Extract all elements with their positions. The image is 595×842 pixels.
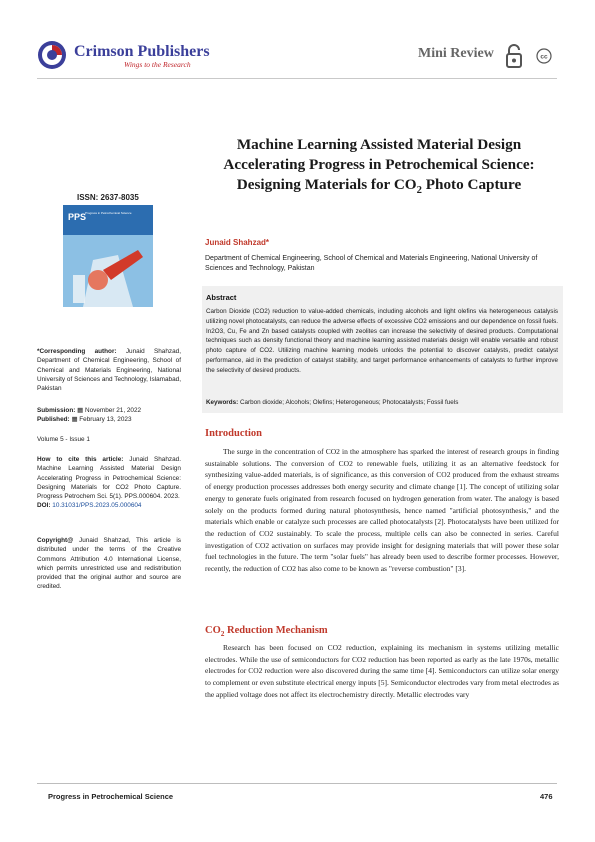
corresponding-label: *Corresponding author: xyxy=(37,348,117,355)
author-name: Junaid Shahzad* xyxy=(205,238,270,247)
abstract-heading: Abstract xyxy=(206,293,237,302)
cite-text: Junaid Shahzad. Machine Learning Assisted Material Design Accelerating Progress in Petrochemical Science: Designing Materials for CO2 Photo Capture. Progress Petrochem Sci. 5(1). PPS.000604. 2023. xyxy=(37,456,181,501)
article-type: Mini Review xyxy=(418,46,494,61)
corresponding-text: Junaid Shahzad, Department of Chemical Engineering, School of Chemical and Materials Engineering, National University of Sciences and Technology, Islamabad, Pakistan xyxy=(37,348,181,393)
doi-label: DOI: xyxy=(37,502,51,510)
footer-journal-name: Progress in Petrochemical Science xyxy=(48,792,174,801)
submission-date: November 21, 2022 xyxy=(84,407,142,414)
issn: ISSN: 2637-8035 xyxy=(77,193,139,202)
cover-subtitle: Progress in Petrochemical Science xyxy=(85,211,132,215)
page-number: 476 xyxy=(540,792,553,801)
published-date: February 13, 2023 xyxy=(79,416,132,424)
cover-label: PPS xyxy=(68,212,87,222)
abstract-text: Carbon Dioxide (CO2) reduction to value-added chemicals, including alcohols and light olefins via heterogeneous catalysis utilizing novel photocatalysts, can reduce the adverse effects of excessive CO2 emissions and our dependence on fossil fuels. In2O3, Cu, Fe and Zn based catalysts coupled with zeolites can increase the selectivity of desired products. Computational techniques such as density functional theory and machine learning assisted materials design will enable versatile and robust photo capture of CO2. Utilizing machine learning models unlocks the potential to discover catalysts, predict catalyst performance, aid in the prediction of catalyst stability, and target performance enhancements of catalysts to further improve the selectivity of desired products. xyxy=(206,308,558,374)
cite-label: How to cite this article: xyxy=(37,456,124,463)
journal-cover[interactable] xyxy=(63,205,153,307)
copyright-label: Copyright@ xyxy=(37,537,74,544)
crimson-publishers-logo-icon xyxy=(37,40,67,70)
keywords xyxy=(206,399,558,406)
submission-info xyxy=(37,406,181,425)
author-affiliation: Department of Chemical Engineering, School of Chemical and Materials Engineering, National University of Sciences and Technology, Pakistan xyxy=(205,255,538,272)
intro-paragraph: The surge in the concentration of CO2 in the atmosphere has sparked the interest of research groups in finding sustainable solutions. The conversion of CO2 to renewable fuels, utilizing it as an alternative feedstock for synthesizing value-added materials, is of significance, as this conversion of CO2 produced from the exhaust streams of energy production processes addresses both energy security and climate change [1]. The concept of utilizing solar energy to generate fuels originated from research focused on hydrogen generation from water. The analogy is based solely on the products formed during natural photosynthesis, hence named "artificial photosynthesis," and the materials which enable or catalyze such processes are called photocatalysts [2]. Photocatalysts have been utilized for the reduction of CO2 sustainably. To scale the process, multiple cells can also be connected in series. Careful investigation of CO2 activation on surfaces may provide insight for designing materials that will power these solar fuel technologies in the future. The term "solar fuels" has already been used to describe former processes. However, recently, the reduction of CO2 has also come to be known as "reverse combustion" [3]. xyxy=(205,447,559,574)
mechanism-paragraph: Research has been focused on CO2 reduction, explaining its mechanism in systems utilizing metallic electrodes. While the use of semiconductors for CO2 reduction has been reported as early as the late 1970s, metallic electrodes for CO2 reduction were also discovered during the same time [4]. Semiconductors can utilize solar energy to complement or even substitute electrical energy inputs [5]. Semiconductor electrodes vary from metal electrodes as the applied voltage does not affect its electrochemistry directly. Metallic electrodes vary xyxy=(205,643,559,699)
submission-label: Submission: xyxy=(37,407,76,414)
corresponding-author xyxy=(37,347,181,393)
intro-heading: Introduction xyxy=(205,428,262,439)
keywords-label: Keywords: xyxy=(206,399,239,406)
copyright xyxy=(37,536,181,592)
calendar-icon: ▦ xyxy=(71,416,78,424)
creative-commons-icon[interactable] xyxy=(536,48,552,64)
footer-divider xyxy=(37,783,557,784)
keywords-text: Carbon dioxide; Alcohols; Olefins; Heterogeneous; Photocatalysts; Fossil fuels xyxy=(239,399,459,406)
article-title: Machine Learning Assisted Material Design Accelerating Progress in Petrochemical Science: Designing Materials for $CO_2$ Photo Capture xyxy=(223,136,535,197)
copyright-text: Junaid Shahzad, This article is distributed under the terms of the Creative Commons Attribution 4.0 International License, which permits unrestricted use and redistribution provided that the original author and source are credited. xyxy=(37,537,182,591)
svg-text:cc: cc xyxy=(540,53,548,61)
citation xyxy=(37,455,181,511)
published-label: Published: xyxy=(37,416,70,424)
calendar-icon: ▦ xyxy=(77,407,84,414)
volume-issue: Volume 5 - Issue 1 xyxy=(37,436,90,443)
mechanism-heading: $CO_2$ Reduction Mechanism xyxy=(205,625,328,639)
open-access-lock-icon[interactable] xyxy=(505,43,523,69)
brand-name: Crimson Publishers xyxy=(74,43,210,60)
doi-link[interactable]: 10.31031/PPS.2023.05.000604 xyxy=(52,502,142,510)
header-divider xyxy=(37,78,557,79)
brand-tagline: Wings to the Research xyxy=(124,60,191,69)
